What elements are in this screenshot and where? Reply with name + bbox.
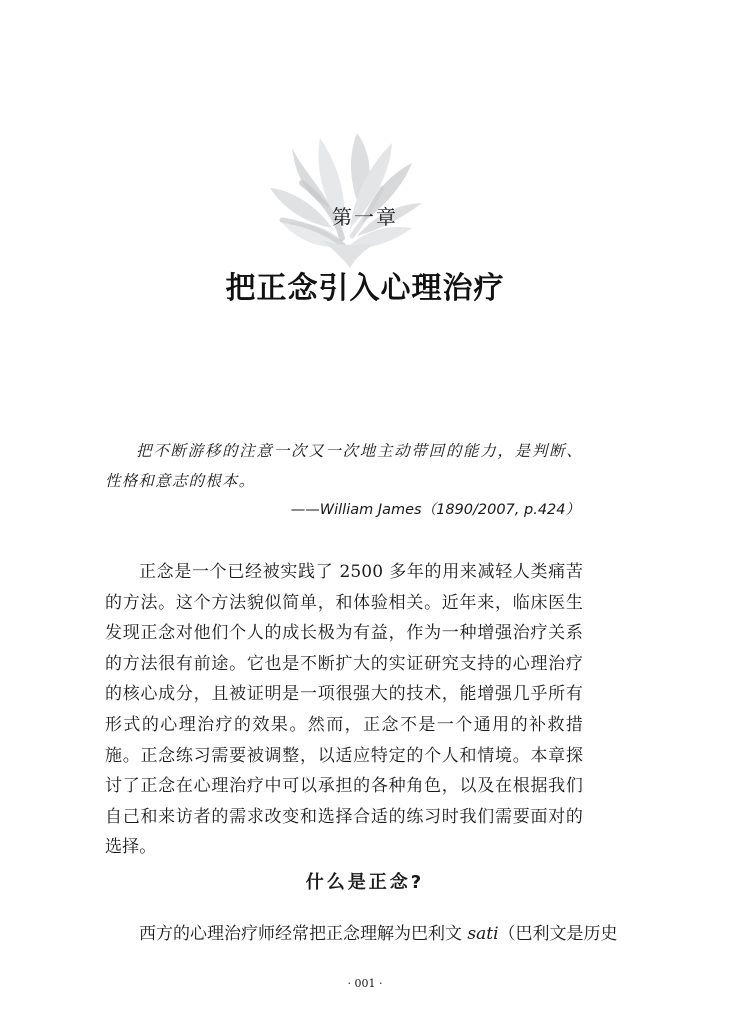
section-term-sati: sati [467,924,499,944]
body-paragraph: 正念是一个已经被实践了 2500 多年的用来减轻人类痛苦的方法。这个方法貌似简单，和体验相关。近年来，临床医生发现正念对他们个人的成长极为有益，作为一种增强治疗关系的方法很有前途。它也是不断扩大的实证研究支持的心理治疗的核心成分，且被证明是一项很强大的技术，能增强几乎所有形式的心理治疗的效果。然而，正念不是一个通用的补救措施。正念练习需要被调整，以适应特定的个人和情境。本章探讨了正念在心理治疗中可以承担的各种角色，以及在根据我们自己和来访者的需求改变和选择合适的练习时我们需要面对的选择。 [105,562,583,858]
body-text [105,557,583,863]
page-number: · 001 · [347,977,383,990]
epigraph-text: 把不断游移的注意一次又一次地主动带回的能力，是判断、性格和意志的根本。 [105,442,583,490]
chapter-title: 把正念引入心理治疗 [225,271,505,306]
lotus-icon [262,128,428,270]
epigraph-attribution: ——William James（1890/2007, p.424） [290,502,580,518]
epigraph [105,436,583,496]
section-heading: 什么是正念? [305,872,425,893]
section-text-after: （巴利文是历史 [498,924,618,944]
chapter-number: 第一章 [332,205,398,229]
section-text-before: 西方的心理治疗师经常把正念理解为巴利文 [139,924,468,944]
section-first-line [105,919,618,949]
